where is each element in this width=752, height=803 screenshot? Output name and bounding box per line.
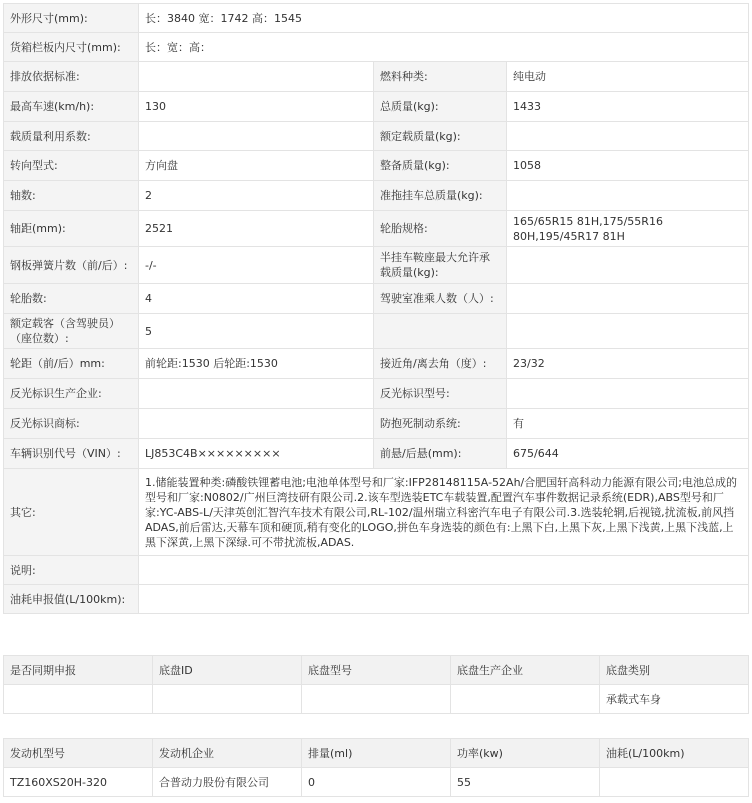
spec-label: 半挂车鞍座最大允许承载质量(kg): xyxy=(374,247,507,284)
spec-row xyxy=(4,122,749,151)
spec-label: 接近角/离去角（度）: xyxy=(374,349,507,379)
chassis-cell xyxy=(153,685,302,714)
spec-row xyxy=(4,92,749,122)
chassis-table xyxy=(3,655,749,714)
spec-label: 总质量(kg): xyxy=(374,92,507,122)
spec-value: 165/65R15 81H,175/55R16 80H,195/45R17 81H xyxy=(507,211,749,247)
spec-value xyxy=(507,122,749,151)
spec-label: 防抱死制动系统: xyxy=(374,409,507,439)
spec-label: 反光标识型号: xyxy=(374,379,507,409)
spec-row xyxy=(4,151,749,181)
chassis-cell xyxy=(302,685,451,714)
spec-value: 5 xyxy=(139,314,374,349)
spec-row xyxy=(4,379,749,409)
spec-value: 长：宽：高： xyxy=(139,33,749,62)
spec-label: 最高车速(km/h): xyxy=(4,92,139,122)
engine-column-header: 排量(ml) xyxy=(302,739,451,768)
spec-value: 2 xyxy=(139,181,374,211)
spec-value xyxy=(139,379,374,409)
engine-cell: 合普动力股份有限公司 xyxy=(153,768,302,797)
vehicle-spec-table xyxy=(3,3,749,614)
spec-row xyxy=(4,284,749,314)
engine-cell xyxy=(600,768,749,797)
spec-label: 说明: xyxy=(4,556,139,585)
chassis-column-header: 底盘型号 xyxy=(302,656,451,685)
spec-row xyxy=(4,409,749,439)
spec-label: 驾驶室准乘人数（人）: xyxy=(374,284,507,314)
spec-label: 反光标识生产企业: xyxy=(4,379,139,409)
spec-value xyxy=(139,122,374,151)
chassis-header-row xyxy=(4,656,749,685)
engine-column-header: 功率(kw) xyxy=(451,739,600,768)
spec-label: 轴距(mm): xyxy=(4,211,139,247)
spec-label: 其它: xyxy=(4,469,139,556)
spec-label: 排放依据标准: xyxy=(4,62,139,92)
chassis-column-header: 底盘生产企业 xyxy=(451,656,600,685)
spec-value xyxy=(507,247,749,284)
spec-value xyxy=(507,379,749,409)
spec-label: 轮胎数: xyxy=(4,284,139,314)
spec-label: 整备质量(kg): xyxy=(374,151,507,181)
spec-row xyxy=(4,314,749,349)
spec-label: 车辆识别代号（VIN）: xyxy=(4,439,139,469)
chassis-cell xyxy=(451,685,600,714)
engine-table xyxy=(3,738,749,797)
spec-label: 燃料种类: xyxy=(374,62,507,92)
spec-label: 转向型式: xyxy=(4,151,139,181)
spec-value: 前轮距:1530 后轮距:1530 xyxy=(139,349,374,379)
spec-row xyxy=(4,469,749,556)
spec-row xyxy=(4,4,749,33)
chassis-column-header: 底盘ID xyxy=(153,656,302,685)
spec-value: 130 xyxy=(139,92,374,122)
spec-value: 1.储能装置种类:磷酸铁锂蓄电池;电池单体型号和厂家:IFP28148115A-52Ah/合肥国轩高科动力能源有限公司;电池总成的型号和厂家:N0802/广州巨湾技研有限公司.2.该车型选装ETC车载装置,配置汽车事件数据记录系统(EDR),ABS型号和厂家:YC-ABS-L/天津英创汇智汽车技术有限公司,RL-102/温州瑞立科密汽车电子有限公司.3.选装轮辋,后视镜,扰流板,前风挡ADAS,前后雷达,天幕车顶和硬顶,稍有变化的LOGO,拼色车身选装的颜色有:上黑下白,上黑下灰,上黑下浅黄,上黑下浅蓝,上黑下深黄,上黑下深绿.可不带扰流板,ADAS. xyxy=(139,469,749,556)
spec-value: 1433 xyxy=(507,92,749,122)
spec-value: 675/644 xyxy=(507,439,749,469)
spec-value: -/- xyxy=(139,247,374,284)
spec-label: 外形尺寸(mm): xyxy=(4,4,139,33)
engine-table-row xyxy=(4,768,749,797)
engine-cell: TZ160XS20H-320 xyxy=(4,768,153,797)
spec-row xyxy=(4,181,749,211)
spec-label: 额定载客（含驾驶员）（座位数）: xyxy=(4,314,139,349)
spec-value xyxy=(507,181,749,211)
spec-value: 23/32 xyxy=(507,349,749,379)
spec-value xyxy=(139,585,749,614)
spec-row xyxy=(4,585,749,614)
spec-value: 纯电动 xyxy=(507,62,749,92)
spec-value xyxy=(139,62,374,92)
chassis-column-header: 底盘类别 xyxy=(600,656,749,685)
spec-row xyxy=(4,33,749,62)
spec-label: 额定载质量(kg): xyxy=(374,122,507,151)
spec-label: 轴数: xyxy=(4,181,139,211)
engine-cell: 55 xyxy=(451,768,600,797)
spec-label: 轮距（前/后）mm: xyxy=(4,349,139,379)
spec-label: 载质量利用系数: xyxy=(4,122,139,151)
chassis-table-row xyxy=(4,685,749,714)
spec-value: 2521 xyxy=(139,211,374,247)
spec-value: 长：3840 宽：1742 高：1545 xyxy=(139,4,749,33)
engine-column-header: 发动机企业 xyxy=(153,739,302,768)
spec-row xyxy=(4,247,749,284)
engine-header-row xyxy=(4,739,749,768)
engine-column-header: 发动机型号 xyxy=(4,739,153,768)
spec-row xyxy=(4,211,749,247)
spec-value xyxy=(507,314,749,349)
spec-row xyxy=(4,349,749,379)
spec-label: 前悬/后悬(mm): xyxy=(374,439,507,469)
chassis-cell xyxy=(4,685,153,714)
spec-label: 准拖挂车总质量(kg): xyxy=(374,181,507,211)
spec-row xyxy=(4,556,749,585)
spec-row xyxy=(4,62,749,92)
chassis-cell: 承载式车身 xyxy=(600,685,749,714)
spec-row xyxy=(4,439,749,469)
spec-label: 轮胎规格: xyxy=(374,211,507,247)
spec-value: 方向盘 xyxy=(139,151,374,181)
spec-value xyxy=(507,284,749,314)
spec-label: 油耗申报值(L/100km): xyxy=(4,585,139,614)
spec-value: 有 xyxy=(507,409,749,439)
spec-label xyxy=(374,314,507,349)
spec-value: 1058 xyxy=(507,151,749,181)
spec-label: 反光标识商标: xyxy=(4,409,139,439)
engine-column-header: 油耗(L/100km) xyxy=(600,739,749,768)
engine-cell: 0 xyxy=(302,768,451,797)
spec-label: 货箱栏板内尺寸(mm): xyxy=(4,33,139,62)
spec-value: LJ853C4B××××××××× xyxy=(139,439,374,469)
chassis-column-header: 是否同期申报 xyxy=(4,656,153,685)
spec-value xyxy=(139,556,749,585)
spec-value: 4 xyxy=(139,284,374,314)
spec-label: 钢板弹簧片数（前/后）: xyxy=(4,247,139,284)
spec-value xyxy=(139,409,374,439)
